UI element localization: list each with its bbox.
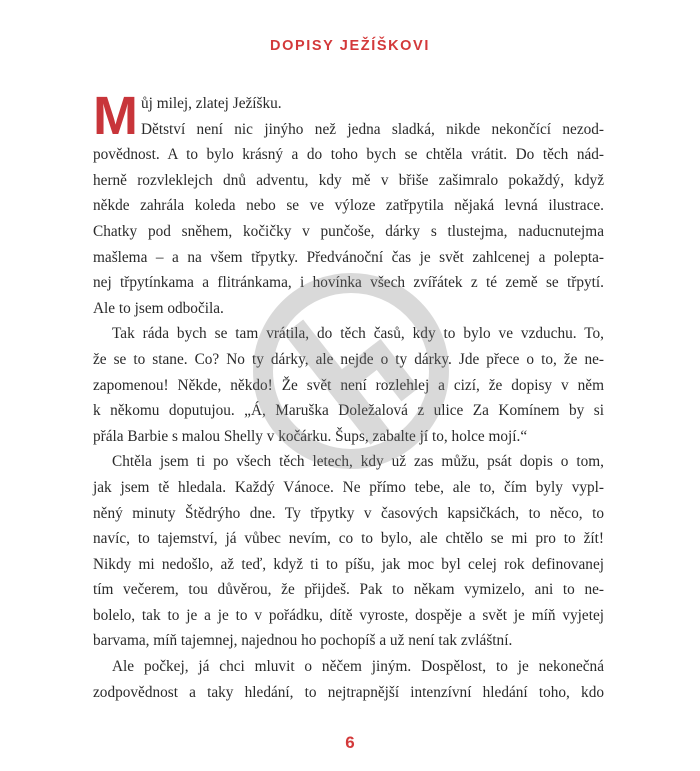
running-head-title: DOPISY JEŽÍŠKOVI <box>270 38 430 54</box>
text-line: Tak ráda bych se tam vrátila, do těch časů, kdy to bylo ve vzduchu. To, <box>112 325 604 343</box>
text-line: navíc, to tajemství, já vůbec nevím, co to bylo, ale chtělo se mi pro to žít! <box>93 530 604 548</box>
text-line: Ale počkej, já chci mluvit o něčem jiným. Dospělost, to je nekonečná <box>112 658 604 676</box>
text-line: že se to stane. Co? No ty dárky, ale nejde o ty dárky. Jde přece o to, že ne- <box>93 350 604 368</box>
drop-cap: M <box>93 86 138 146</box>
text-line: mašlema – a na všem třpytky. Předvánoční čas je svět zahlcenej a polepta- <box>93 248 604 266</box>
text-line: nej třpytínkama a flitránkama, i hovínka všech zvířátek z té země se třpytí. <box>93 274 604 292</box>
text-line: zapomenou! Někde, někdo! Že svět není rozlehlej a cizí, že dopisy v něm <box>93 376 604 394</box>
text-line: herně rozvleklejch dnů adventu, kdy mě v břiše zašimralo pokaždý, když <box>93 171 604 189</box>
text-line: povědnost. A to bylo krásný a do toho bych se chtěla vrátit. Do těch nád- <box>93 146 604 164</box>
text-line: někde zahrála koleda nebo se ve výloze zatřpytila nějaká levná ilustrace. <box>93 197 604 215</box>
text-line: ůj milej, zlatej Ježíšku. <box>141 95 282 112</box>
text-line: bolelo, tak to je a je to v pořádku, dítě vyroste, dospěje a svět je míň vyjetej <box>93 606 604 624</box>
page-number: 6 <box>345 733 355 752</box>
text-line: něný minuty Štědrýho dne. Ty třpytky v časových kapsičkách, to něco, to <box>93 504 604 522</box>
text-line: přála Barbie s malou Shelly v kočárku. Šups, zabalte jí to, holce mojí.“ <box>93 427 528 445</box>
text-line: barvama, míň tajemnej, najednou ho pochopíš a už není tak zvláštní. <box>93 632 513 650</box>
text-line: Ale to jsem odbočila. <box>93 299 224 317</box>
text-line: jak jsem tě hledala. Každý Vánoce. Ne přímo tebe, ale to, čím byly vypl- <box>93 478 604 496</box>
text-line: Dětství není nic jinýho než jedna sladká, nikde nekončící nezod- <box>141 120 604 138</box>
text-line: Chtěla jsem ti po všech těch letech, kdy už zas můžu, psát dopis o tom, <box>112 453 604 471</box>
text-line: Chatky pod sněhem, kočičky v punčoše, dárky s tlustejma, naducnutejma <box>93 222 604 240</box>
text-line: zodpovědnost a taky hledání, to nejtrapnější intenzívní hledání toho, kdo <box>93 683 604 701</box>
body-text <box>93 86 604 705</box>
text-line: k někomu doputujou. „Á, Maruška Doležalová z ulice Za Komínem by si <box>93 402 604 420</box>
text-line: tím večerem, tou důvěrou, že přijdeš. Pak to někam vymizelo, ani to ne- <box>93 581 604 599</box>
text-line: Nikdy mi nedošlo, až teď, když ti to píšu, jak moc byl celej rok definovanej <box>93 555 604 573</box>
